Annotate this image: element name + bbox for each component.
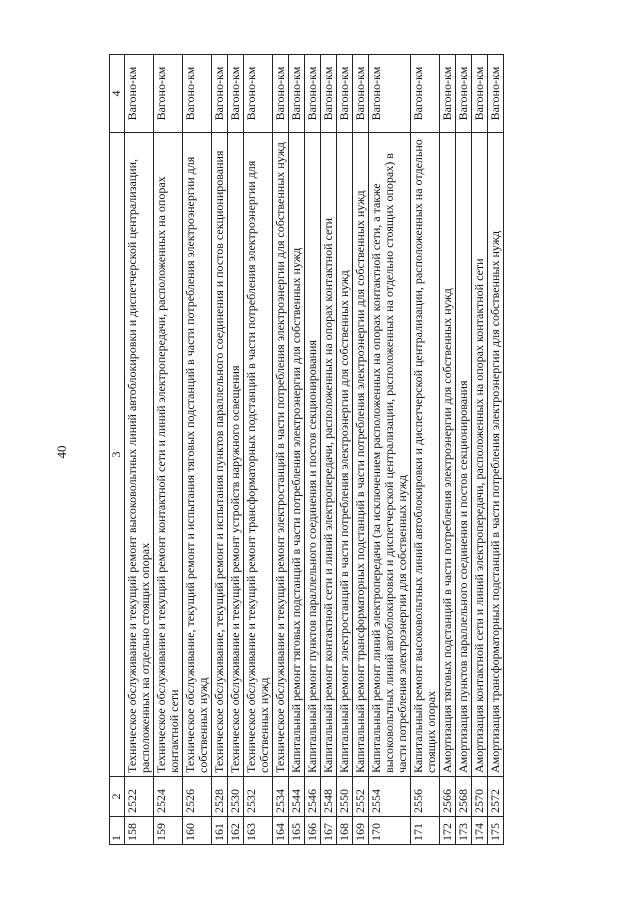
row-unit: Вагоно-км: [472, 55, 488, 133]
row-description: Техническое обслуживание, текущий ремонт и испытания пунктов параллельного соединения и постов секционирования: [212, 133, 228, 777]
row-code: 2534: [273, 777, 289, 817]
table-row: [125, 55, 154, 845]
row-description: Техническое обслуживание и текущий ремонт устройств наружного освещения: [228, 133, 244, 777]
row-unit: Вагоно-км: [456, 55, 472, 133]
row-unit: Вагоно-км: [228, 55, 244, 133]
table-row: [305, 55, 321, 845]
row-unit: Вагоно-км: [369, 55, 411, 133]
row-unit: Вагоно-км: [353, 55, 369, 133]
row-code: 2554: [369, 777, 411, 817]
row-code: 2556: [411, 777, 440, 817]
row-description: Капитальный ремонт высоковольтных линий автоблокировки и диспетчерской централизации, расположенных на отдельно стоящих опорах: [411, 133, 440, 777]
row-code: 2572: [488, 777, 504, 817]
table-row: [228, 55, 244, 845]
row-number: 162: [228, 817, 244, 845]
header-col-3: 3: [110, 133, 125, 777]
row-description: Техническое обслуживание и текущий ремонт электростанций в части потребления электроэнергии для собственных нужд: [273, 133, 289, 777]
table-header-row: [110, 55, 125, 845]
row-description: Амортизация тяговых подстанций в части потребления электроэнергии для собственных нужд: [440, 133, 456, 777]
row-unit: Вагоно-км: [411, 55, 440, 133]
row-unit: Вагоно-км: [440, 55, 456, 133]
row-unit: Вагоно-км: [305, 55, 321, 133]
row-number: 174: [472, 817, 488, 845]
row-number: 164: [273, 817, 289, 845]
row-description: Техническое обслуживание и текущий ремонт трансформаторных подстанций в части потребления электроэнергии для собственных нужд: [244, 133, 273, 777]
table-row: [244, 55, 273, 845]
row-code: 2568: [456, 777, 472, 817]
row-unit: Вагоно-км: [212, 55, 228, 133]
row-number: 158: [125, 817, 154, 845]
row-number: 175: [488, 817, 504, 845]
row-code: 2526: [183, 777, 212, 817]
table-body: [110, 55, 504, 845]
row-unit: Вагоно-км: [488, 55, 504, 133]
row-number: 159: [154, 817, 183, 845]
table-row: [411, 55, 440, 845]
table-row: [369, 55, 411, 845]
table-row: [353, 55, 369, 845]
row-description: Капитальный ремонт пунктов параллельного соединения и постов секционирования: [305, 133, 321, 777]
row-description: Капитальный ремонт электростанций в части потребления электроэнергии для собственных нужд: [337, 133, 353, 777]
row-unit: Вагоно-км: [289, 55, 305, 133]
row-code: 2532: [244, 777, 273, 817]
table-row: [488, 55, 504, 845]
row-number: 169: [353, 817, 369, 845]
row-unit: Вагоно-км: [321, 55, 337, 133]
row-number: 165: [289, 817, 305, 845]
row-code: 2546: [305, 777, 321, 817]
row-description: Амортизация пунктов параллельного соединения и постов секционирования: [456, 133, 472, 777]
row-code: 2522: [125, 777, 154, 817]
row-number: 163: [244, 817, 273, 845]
table-row: [456, 55, 472, 845]
table-row: [472, 55, 488, 845]
row-description: Капитальный ремонт контактной сети и линий электропередачи, расположенных на опорах контактной сети: [321, 133, 337, 777]
row-code: 2548: [321, 777, 337, 817]
row-code: 2544: [289, 777, 305, 817]
table-row: [154, 55, 183, 845]
row-number: 173: [456, 817, 472, 845]
row-code: 2528: [212, 777, 228, 817]
row-unit: Вагоно-км: [337, 55, 353, 133]
row-number: 168: [337, 817, 353, 845]
header-col-4: 4: [110, 55, 125, 133]
table-row: [289, 55, 305, 845]
row-number: 161: [212, 817, 228, 845]
row-unit: Вагоно-км: [183, 55, 212, 133]
row-code: 2566: [440, 777, 456, 817]
header-col-2: 2: [110, 777, 125, 817]
row-description: Капитальный ремонт трансформаторных подстанций в части потребления электроэнергии для собственных нужд: [353, 133, 369, 777]
row-code: 2552: [353, 777, 369, 817]
table-row: [212, 55, 228, 845]
page-number: 40: [54, 445, 69, 459]
row-unit: Вагоно-км: [273, 55, 289, 133]
table-row: [440, 55, 456, 845]
header-col-1: 1: [110, 817, 125, 845]
row-unit: Вагоно-км: [244, 55, 273, 133]
table-row: [273, 55, 289, 845]
row-description: Техническое обслуживание и текущий ремонт контактной сети и линий электропередачи, расположенных на опорах контактной сети: [154, 133, 183, 777]
row-code: 2550: [337, 777, 353, 817]
row-description: Техническое обслуживание и текущий ремонт высоковольтных линий автоблокировки и диспетчерской централизации, расположенных на отдельно стоящих опорах: [125, 133, 154, 777]
row-description: Амортизация трансформаторных подстанций в части потребления электроэнергии для собственных нужд: [488, 133, 504, 777]
row-unit: Вагоно-км: [125, 55, 154, 133]
row-unit: Вагоно-км: [154, 55, 183, 133]
row-description: Техническое обслуживание, текущий ремонт и испытания тяговых подстанций в части потребления электроэнергии для собственных нужд: [183, 133, 212, 777]
row-number: 172: [440, 817, 456, 845]
row-code: 2530: [228, 777, 244, 817]
row-number: 171: [411, 817, 440, 845]
row-description: Капитальный ремонт тяговых подстанций в части потребления электроэнергии для собственных нужд: [289, 133, 305, 777]
table-row: [321, 55, 337, 845]
row-description: Амортизация контактной сети и линий электропередачи, расположенных на опорах контактной сети: [472, 133, 488, 777]
row-description: Капитальный ремонт линий электропередачи (за исключением расположенных на опорах контактной сети, а также высоковольтных линий автоблокировки и диспетчерской централизации, расположенных на отдельно стоящих опорах) в части потребления электроэнергии для собственных нужд: [369, 133, 411, 777]
row-number: 170: [369, 817, 411, 845]
row-code: 2570: [472, 777, 488, 817]
row-number: 167: [321, 817, 337, 845]
rotated-table-container: [109, 55, 589, 845]
data-table: [109, 54, 504, 845]
table-row: [337, 55, 353, 845]
row-code: 2524: [154, 777, 183, 817]
table-row: [183, 55, 212, 845]
row-number: 166: [305, 817, 321, 845]
row-number: 160: [183, 817, 212, 845]
